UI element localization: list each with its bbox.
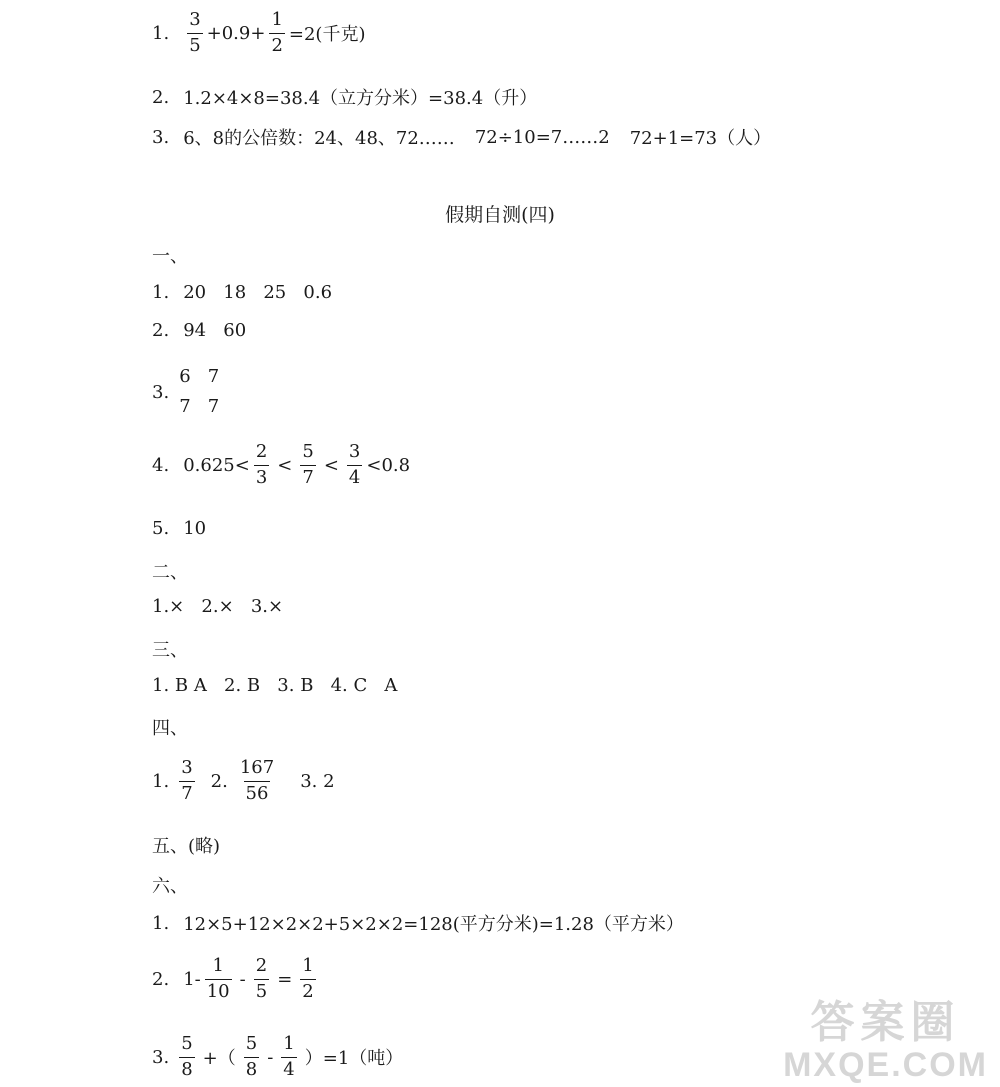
watermark-url: MXQE.COM bbox=[783, 1046, 988, 1084]
item-number: 3. bbox=[152, 1046, 170, 1068]
fraction: $\frac{3}{7}$ bbox=[181, 757, 193, 804]
fraction: $\frac{3}{4}$ bbox=[348, 441, 361, 488]
fraction: $\frac{1}{10}$ bbox=[206, 955, 230, 1002]
less-than-sign: < bbox=[277, 454, 293, 476]
answer-line bbox=[152, 1034, 407, 1080]
expression-text: 94 60 bbox=[183, 320, 247, 341]
section-heading: 五、(略) bbox=[152, 836, 221, 857]
answer-line bbox=[152, 442, 410, 488]
expression-text: 1.× 2.× 3.× bbox=[152, 596, 284, 617]
answer-stack bbox=[179, 362, 219, 422]
item-number: 3. bbox=[152, 126, 170, 148]
item-number: 2. bbox=[152, 968, 170, 990]
answer-line bbox=[152, 518, 206, 539]
item-number: 2. bbox=[152, 86, 170, 108]
expression-text: 1. B A 2. B 3. B 4. C A bbox=[152, 675, 398, 696]
stack-row: 7 7 bbox=[179, 396, 220, 417]
expression-text: 6、8的公倍数：24、48、72…… bbox=[183, 128, 455, 149]
expression-text: 10 bbox=[183, 518, 207, 539]
expression-text: 72+1=73（人） bbox=[629, 128, 772, 149]
item-number: 1. bbox=[152, 282, 170, 303]
section-heading: 六、 bbox=[152, 876, 188, 897]
item-number: 3. bbox=[152, 381, 170, 403]
equals-sign: = bbox=[277, 968, 293, 990]
expression-text: 72÷10=7……2 bbox=[474, 126, 610, 148]
answer-line bbox=[152, 320, 246, 341]
site-watermark bbox=[783, 999, 988, 1083]
item-number: 1. bbox=[152, 912, 170, 934]
fraction: $\frac{1}{4}$ bbox=[283, 1033, 295, 1080]
minus-sign: - bbox=[239, 968, 246, 990]
section-heading: 四、 bbox=[152, 718, 188, 739]
item-number: 4. bbox=[152, 454, 170, 476]
fraction: $\frac{5}{8}$ bbox=[181, 1033, 193, 1080]
answer-line bbox=[152, 10, 365, 56]
watermark-logo-text: 答案圈 bbox=[810, 998, 961, 1047]
expression-text: +0.9+ bbox=[206, 22, 266, 44]
item-number: 1. bbox=[152, 770, 170, 792]
fraction: $\frac{3}{5}$ bbox=[189, 9, 201, 56]
answer-line bbox=[152, 124, 771, 150]
expression-text: ）=1（吨） bbox=[304, 1048, 404, 1070]
expression-text: 3. 2 bbox=[300, 770, 335, 792]
section-heading: 三、 bbox=[152, 640, 188, 661]
answer-line bbox=[152, 84, 537, 110]
expression-text: 20 18 25 0.6 bbox=[183, 282, 333, 303]
fraction: $\frac{2}{5}$ bbox=[255, 955, 268, 1002]
section-heading: 一、 bbox=[152, 246, 188, 267]
fraction: $\frac{5}{7}$ bbox=[302, 441, 314, 488]
fraction: $\frac{2}{3}$ bbox=[255, 441, 268, 488]
answer-line bbox=[152, 910, 684, 936]
answer-line bbox=[152, 596, 283, 617]
item-number: 2. bbox=[210, 770, 228, 792]
expression-text: 1.2×4×8=38.4（立方分米）=38.4（升） bbox=[183, 88, 538, 109]
expression-text: <0.8 bbox=[366, 454, 411, 476]
expression-text: 12×5+12×2×2+5×2×2=128(平方分米)=1.28（平方米） bbox=[183, 914, 684, 935]
answer-line bbox=[152, 362, 219, 422]
fraction: $\frac{5}{8}$ bbox=[245, 1033, 258, 1080]
answer-line bbox=[152, 956, 320, 1002]
item-number: 2. bbox=[152, 320, 170, 341]
fraction: $\frac{1}{2}$ bbox=[302, 955, 314, 1002]
item-number: 1. bbox=[152, 22, 170, 44]
minus-sign: - bbox=[267, 1046, 274, 1068]
answer-line bbox=[152, 675, 397, 696]
expression-text: =2(千克) bbox=[288, 24, 366, 46]
fraction: $\frac{1}{2}$ bbox=[271, 9, 283, 56]
answer-line bbox=[152, 758, 335, 804]
answer-line bbox=[152, 282, 332, 303]
fraction: $\frac{167}{56}$ bbox=[239, 757, 275, 804]
section-heading: 二、 bbox=[152, 562, 188, 583]
item-number: 5. bbox=[152, 518, 170, 539]
expression-text: 0.625< bbox=[183, 454, 250, 476]
section-title: 假期自测(四) bbox=[445, 204, 555, 226]
stack-row: 6 7 bbox=[179, 366, 220, 387]
expression-text: 1- bbox=[183, 968, 201, 990]
less-than-sign: < bbox=[323, 454, 339, 476]
expression-text: +（ bbox=[202, 1048, 236, 1070]
